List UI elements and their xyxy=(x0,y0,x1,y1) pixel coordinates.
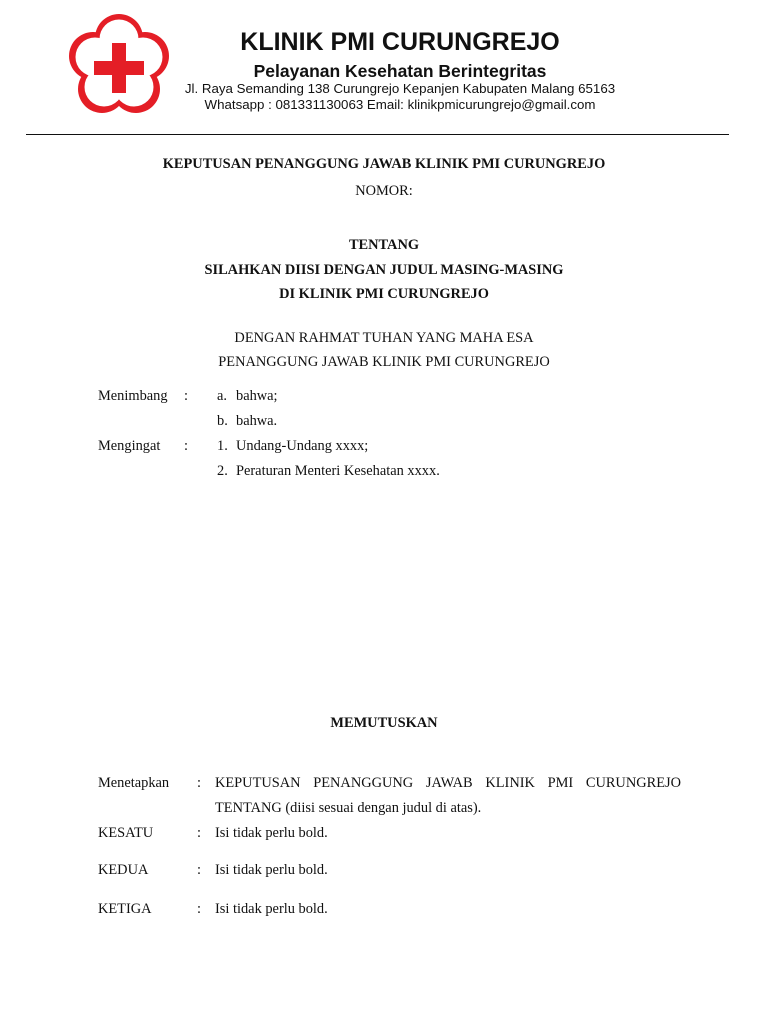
preamble-line-2: PENANGGUNG JAWAB KLINIK PMI CURUNGREJO xyxy=(218,354,550,370)
recalling-colon: : xyxy=(184,438,188,454)
establish-label: Menetapkan xyxy=(98,775,170,791)
article-text: Isi tidak perlu bold. xyxy=(215,862,328,878)
article-colon: : xyxy=(197,825,201,841)
clinic-tagline: Pelayanan Kesehatan Berintegritas xyxy=(253,61,547,81)
decree-title: KEPUTUSAN PENANGGUNG JAWAB KLINIK PMI CURUNGREJO xyxy=(162,156,606,172)
considering-marker: b. xyxy=(217,413,228,429)
article-text: Isi tidak perlu bold. xyxy=(215,901,328,917)
recalling-item: Undang-Undang xxxx; xyxy=(236,438,369,454)
subject-line-2: DI KLINIK PMI CURUNGREJO xyxy=(279,286,489,302)
establish-word: PMI xyxy=(547,775,574,791)
clinic-address: Jl. Raya Semanding 138 Curungrejo Kepanjen Kabupaten Malang 65163 xyxy=(184,81,616,96)
article-colon: : xyxy=(197,862,201,878)
considering-colon: : xyxy=(184,388,188,404)
letterhead-divider xyxy=(26,134,729,135)
article-colon: : xyxy=(197,901,201,917)
establish-word: KEPUTUSAN xyxy=(215,775,301,791)
considering-label: Menimbang xyxy=(98,388,168,404)
red-cross-flower-logo xyxy=(62,12,176,120)
article-text: Isi tidak perlu bold. xyxy=(215,825,328,841)
decision-heading: MEMUTUSKAN xyxy=(330,715,438,731)
establish-word: JAWAB xyxy=(425,775,473,791)
clinic-contact: Whatsapp : 081331130063 Email: klinikpmicurungrejo@gmail.com xyxy=(204,97,596,112)
article-label: KETIGA xyxy=(98,901,152,917)
establish-word: CURUNGREJO xyxy=(585,775,681,791)
decree-number: NOMOR: xyxy=(355,183,413,199)
recalling-label: Mengingat xyxy=(98,438,161,454)
considering-marker: a. xyxy=(217,388,227,404)
establish-word: KLINIK xyxy=(485,775,535,791)
establish-line-1 xyxy=(215,774,681,792)
establish-line-2: TENTANG (diisi sesuai dengan judul di atas). xyxy=(215,800,482,816)
establish-word: PENANGGUNG xyxy=(313,775,414,791)
article-label: KEDUA xyxy=(98,862,149,878)
preamble-line-1: DENGAN RAHMAT TUHAN YANG MAHA ESA xyxy=(234,330,534,346)
recalling-marker: 1. xyxy=(217,438,228,454)
recalling-item: Peraturan Menteri Kesehatan xxxx. xyxy=(236,463,440,479)
clinic-name: KLINIK PMI CURUNGREJO xyxy=(240,28,560,56)
subject-line-1: SILAHKAN DIISI DENGAN JUDUL MASING-MASING xyxy=(204,262,564,278)
about-label: TENTANG xyxy=(348,237,420,253)
considering-item: bahwa. xyxy=(236,413,278,429)
considering-item: bahwa; xyxy=(236,388,278,404)
article-label: KESATU xyxy=(98,825,154,841)
recalling-marker: 2. xyxy=(217,463,228,479)
establish-colon: : xyxy=(197,775,201,791)
